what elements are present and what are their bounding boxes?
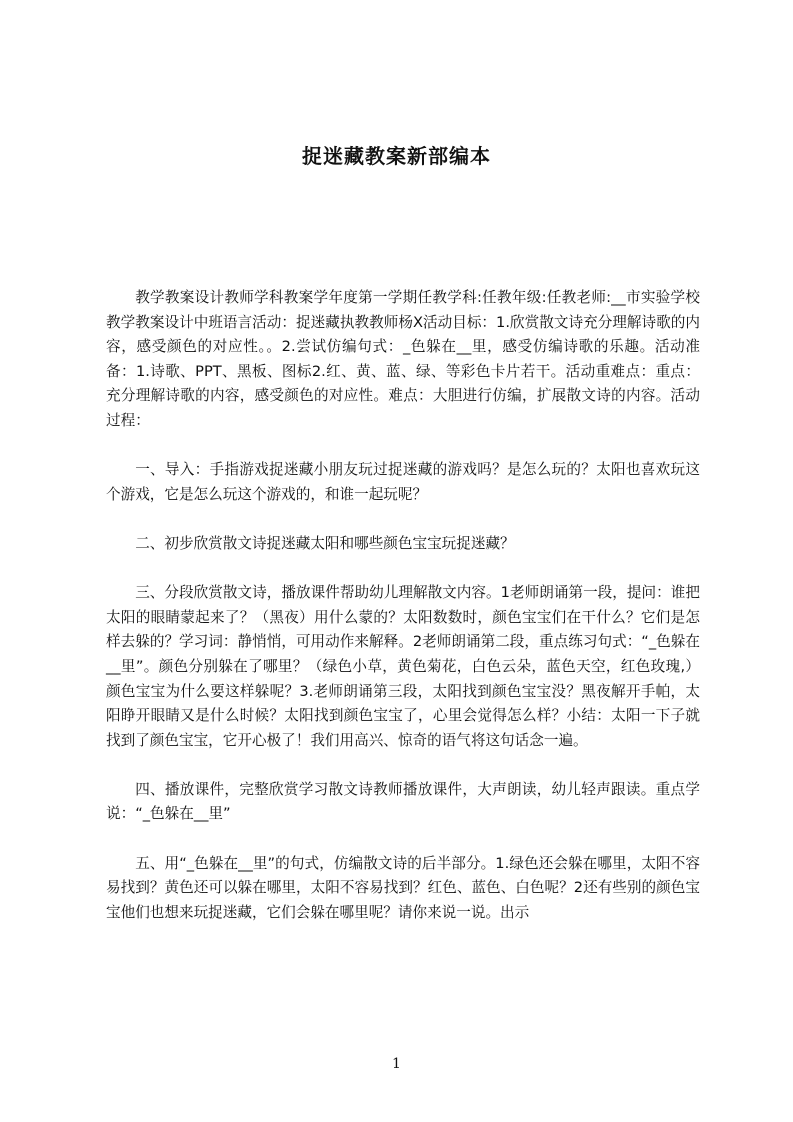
document-body (106, 286, 700, 925)
paragraph-section-2: 二、初步欣赏散文诗捉迷藏太阳和哪些颜色宝宝玩捉迷藏？ (135, 534, 515, 552)
paragraph-section-1: 一、导入：手指游戏捉迷藏小朋友玩过捉迷藏的游戏吗？是怎么玩的？太阳也喜欢玩这个游戏，它是怎么玩这个游戏的，和谁一起玩呢？ (106, 461, 700, 503)
page-number: 1 (392, 1056, 401, 1072)
paragraph-intro: 教学教案设计教师学科教案学年度第一学期任教学科:任教年级:任教老师:__市实验学校教学教案设计中班语言活动：捉迷藏执教教师杨X活动目标：1.欣赏散文诗充分理解诗歌的内容，感受颜色的对应性。。2.尝试仿编句式：_色躲在__里，感受仿编诗歌的乐趣。活动准备：1.诗歌、PPT、黑板、图标2.红、黄、蓝、绿、等彩色卡片若干。活动重难点：重点：充分理解诗歌的内容，感受颜色的对应性。难点：大胆进行仿编，扩展散文诗的内容。活动过程： (106, 289, 700, 429)
paragraph-section-4: 四、播放课件，完整欣赏学习散文诗教师播放课件，大声朗读，幼儿轻声跟读。重点学说：“_色躲在__里” (106, 780, 700, 823)
page-title: 捉迷藏教案新部编本 (302, 144, 491, 168)
paragraph-section-5: 五、用“_色躲在__里”的句式，仿编散文诗的后半部分。1.绿色还会躲在哪里，太阳不容易找到？黄色还可以躲在哪里，太阳不容易找到？红色、蓝色、白色呢？2还有些别的颜色宝宝他们也想来玩捉迷藏，它们会躲在哪里呢？请你来说一说。出示 (106, 854, 700, 921)
paragraph-section-3: 三、分段欣赏散文诗，播放课件帮助幼儿理解散文内容。1老师朗诵第一段，提问：谁把太阳的眼睛蒙起来了？（黑夜）用什么蒙的？太阳数数时，颜色宝宝们在干什么？它们是怎样去躲的？学习词：静悄悄，可用动作来解释。2老师朗诵第二段，重点练习句式：“_色躲在__里”。颜色分别躲在了哪里？（绿色小草，黄色菊花，白色云朵，蓝色天空，红色玫瑰,）颜色宝宝为什么要这样躲呢？3.老师朗诵第三段，太阳找到颜色宝宝没？黑夜解开手帕，太阳睁开眼睛又是什么时候？太阳找到颜色宝宝了，心里会觉得怎么样？小结：太阳一下子就找到了颜色宝宝，它开心极了！我们用高兴、惊奇的语气将这句话念一遍。 (106, 584, 700, 749)
